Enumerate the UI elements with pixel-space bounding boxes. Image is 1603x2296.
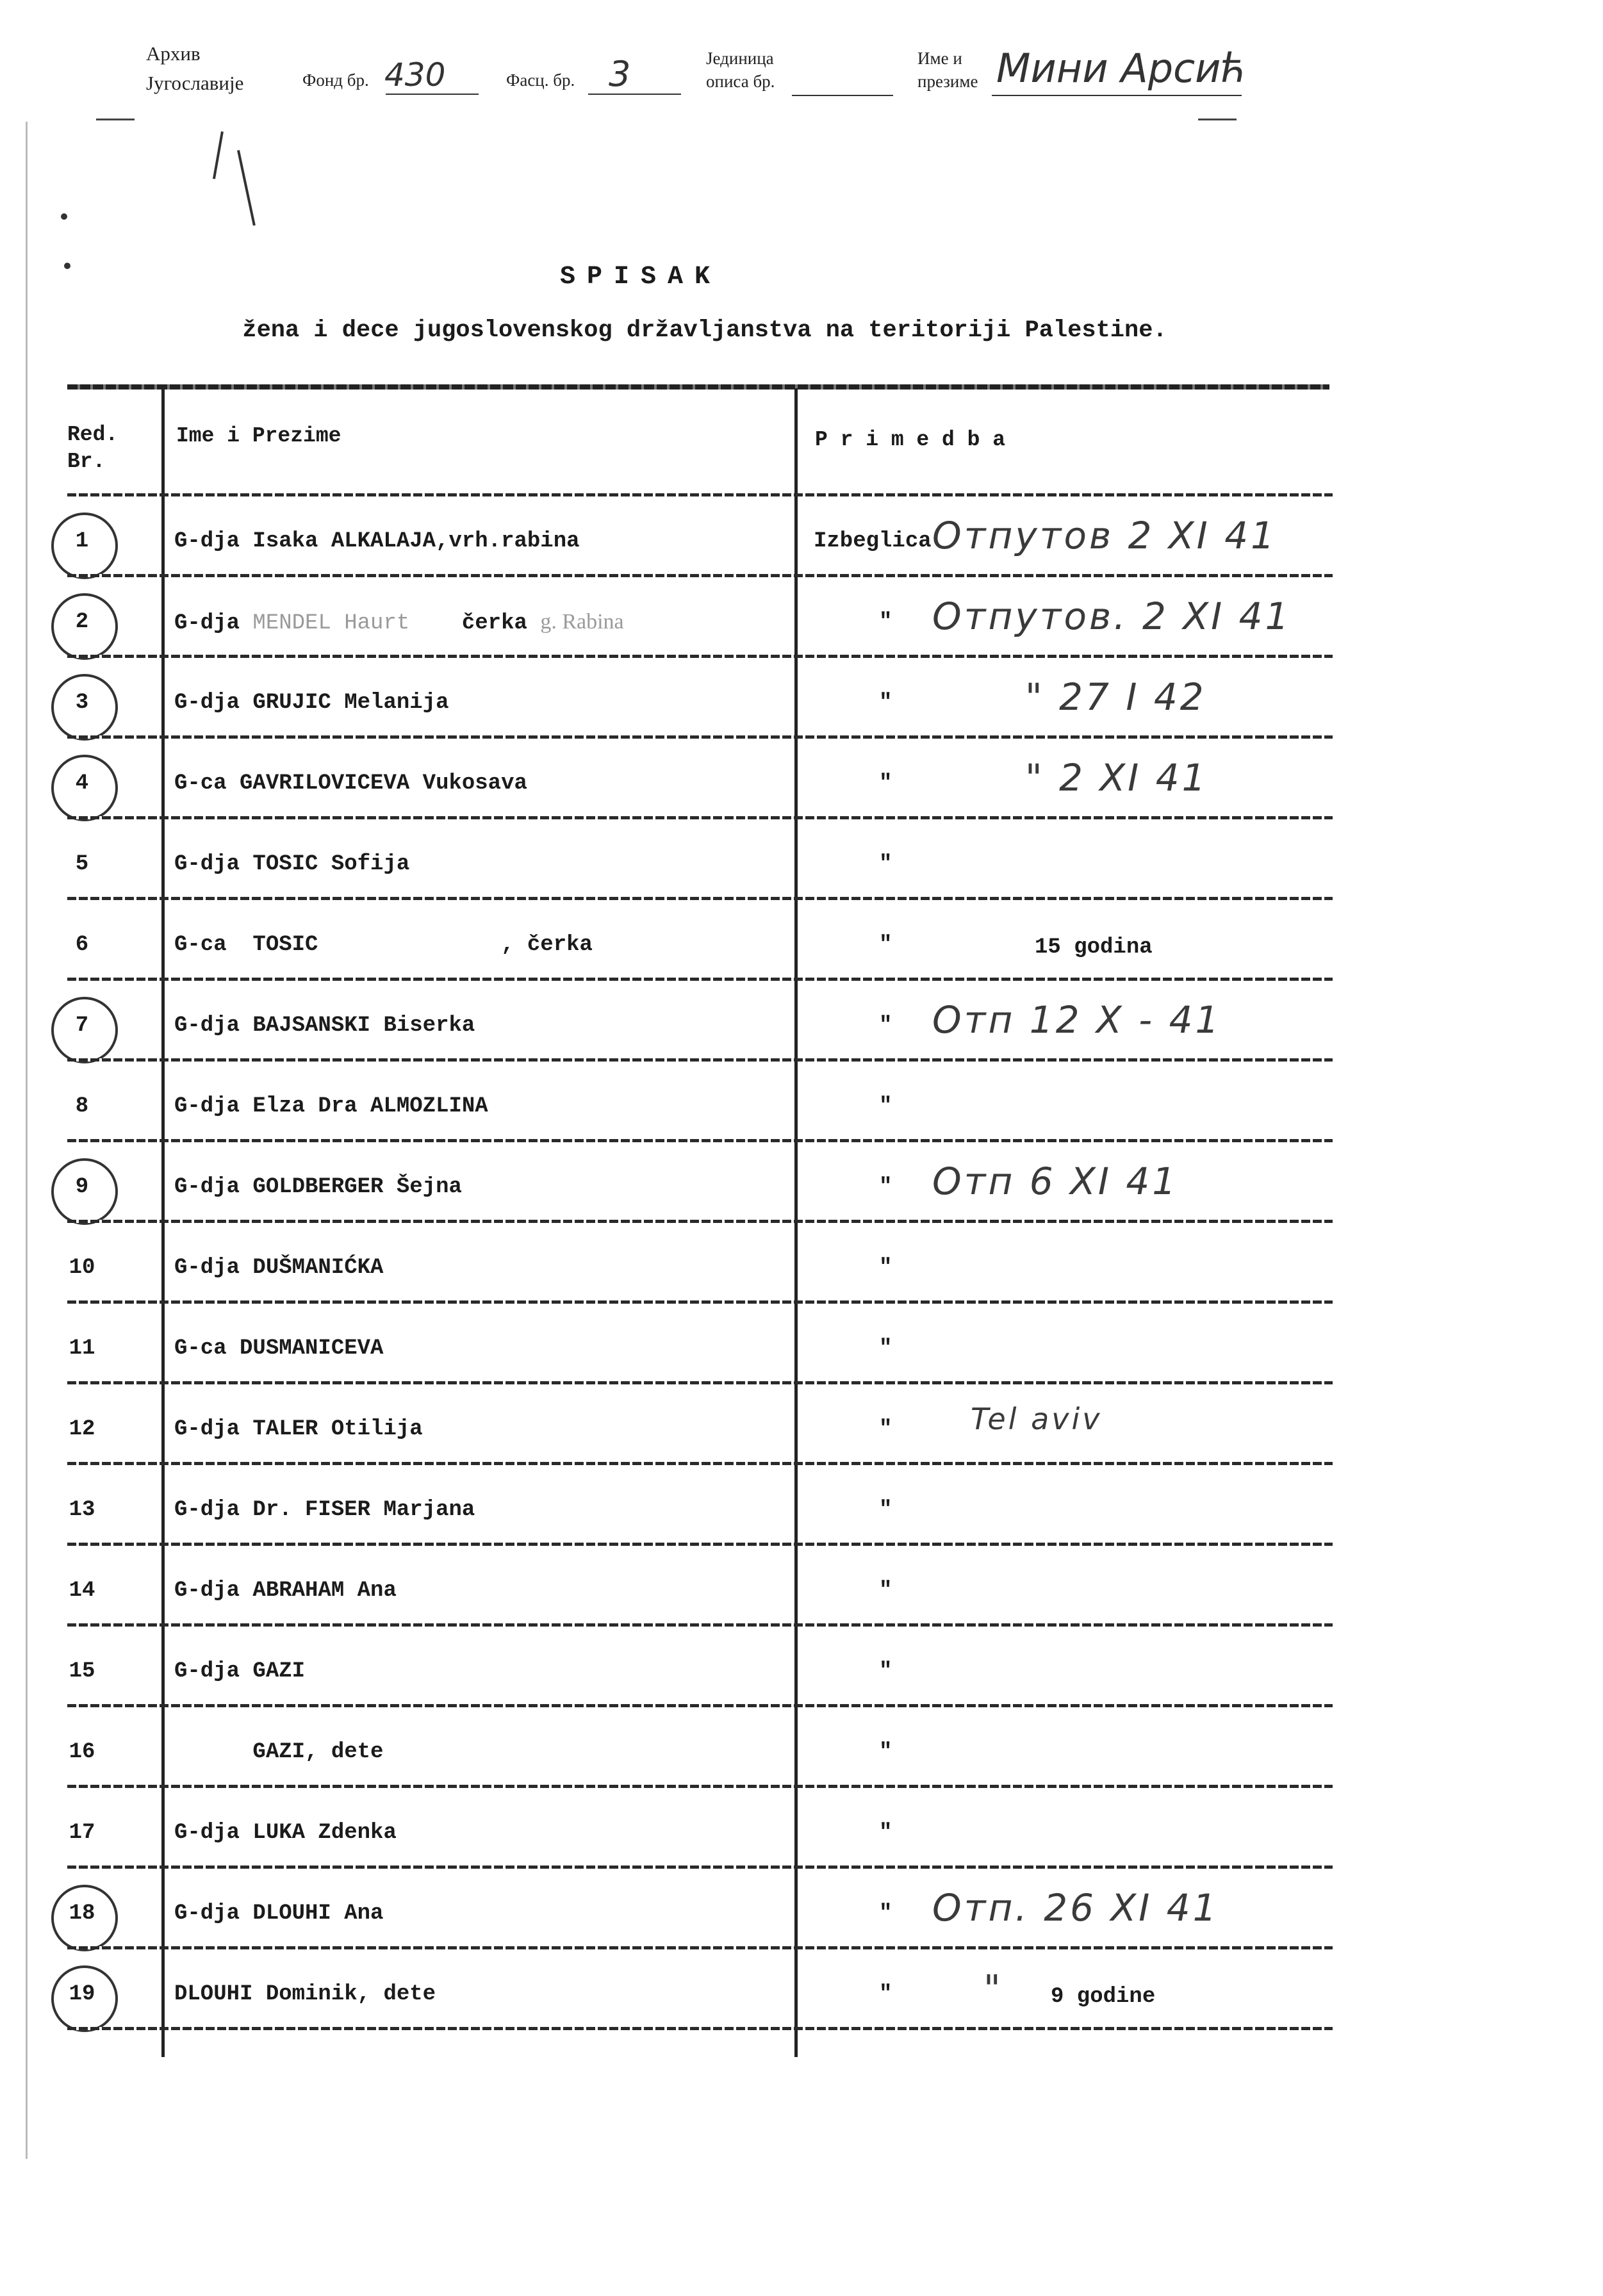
row-bottom-rule — [67, 1704, 1333, 1707]
row-name — [174, 1659, 305, 1684]
row-name — [174, 1256, 383, 1280]
row-note: " — [879, 1175, 892, 1199]
row-number: 9 — [75, 1175, 89, 1199]
name-underline — [992, 95, 1242, 96]
row-note: " — [879, 610, 892, 634]
row-name — [174, 1740, 383, 1764]
name-label-line1: Име и — [917, 49, 962, 68]
row-name — [174, 933, 593, 957]
row-bottom-rule — [67, 1139, 1333, 1142]
fond-label: Фонд бр. — [302, 70, 369, 90]
row-name — [174, 610, 624, 636]
name-signature: Мини Арсић — [996, 45, 1247, 92]
header-num-line1: Red. — [67, 423, 119, 447]
row-bottom-rule — [67, 1381, 1333, 1384]
pen-stroke-mark — [237, 150, 256, 226]
row-note: " — [879, 1659, 892, 1684]
row-bottom-rule — [67, 1462, 1333, 1465]
row-note: " — [879, 1256, 892, 1280]
row-handwritten-note: Отп 6 XI 41 — [932, 1160, 1179, 1203]
punch-dot — [64, 263, 70, 269]
row-note: " — [879, 1740, 892, 1764]
table-top-rule — [67, 384, 1329, 390]
row-bottom-rule — [67, 978, 1333, 981]
row-name-text: G-dja TOSIC Sofija — [174, 852, 410, 876]
row-number: 19 — [69, 1982, 95, 2006]
row-name-text: G-dja DUŠMANIĆKA — [174, 1256, 384, 1280]
row-name — [174, 1336, 383, 1361]
row-name-text: G-dja GOLDBERGER Šejna — [174, 1175, 462, 1199]
row-number: 7 — [75, 1013, 89, 1038]
row-handwritten-note: " 27 I 42 — [1025, 675, 1206, 719]
row-bottom-rule — [67, 2027, 1333, 2030]
row-bottom-rule — [67, 816, 1333, 819]
row-note: Izbeglica — [814, 529, 932, 554]
row-name-text: G-dja GRUJIC Melanija — [174, 691, 449, 715]
header-bottom-rule — [67, 493, 1333, 496]
unit-label-line2: описа бр. — [706, 72, 775, 91]
row-name-text: G-dja GAZI — [174, 1659, 306, 1684]
row-name-suffix: čerka — [409, 611, 541, 636]
row-name — [174, 529, 580, 554]
fasc-underline — [588, 94, 681, 95]
row-number: 2 — [75, 610, 89, 634]
row-bottom-rule — [67, 1866, 1333, 1869]
row-number: 17 — [69, 1821, 95, 1845]
row-handwritten-note: " 2 XI 41 — [1025, 756, 1208, 800]
name-label-line2: презиме — [917, 72, 978, 91]
row-bottom-rule — [67, 1543, 1333, 1546]
archive-stamp — [0, 0, 1603, 122]
row-name-text: G-dja TALER Otilija — [174, 1417, 423, 1441]
row-note: " — [879, 1094, 892, 1119]
document-subtitle: žena i dece jugoslovenskog državljanstva na teritoriji Palestine. — [242, 317, 1167, 344]
row-number: 14 — [69, 1578, 95, 1603]
row-handwritten-note: Отпутов 2 XI 41 — [932, 514, 1277, 557]
row-name — [174, 1498, 475, 1522]
row-note: " — [879, 1982, 892, 2006]
row-name-text: G-dja Isaka ALKALAJA,vrh.rabina — [174, 529, 580, 554]
row-number: 5 — [75, 852, 89, 876]
row-name-text: GAZI, dete — [174, 1740, 384, 1764]
row-name — [174, 1578, 397, 1603]
row-bottom-rule — [67, 1300, 1333, 1304]
row-name-text: G-ca DUSMANICEVA — [174, 1336, 384, 1361]
row-bottom-rule — [67, 655, 1333, 658]
row-number: 11 — [69, 1336, 95, 1361]
row-name-text: G-dja Dr. FISER Marjana — [174, 1498, 475, 1522]
row-name-faded: MENDEL Haurt — [252, 611, 410, 636]
row-name-text: G-dja ABRAHAM Ana — [174, 1578, 397, 1603]
row-bottom-rule — [67, 1623, 1333, 1627]
row-number: 13 — [69, 1498, 95, 1522]
row-name — [174, 852, 409, 876]
row-number: 3 — [75, 691, 89, 715]
row-note: " — [879, 1498, 892, 1522]
stamp-tick-right — [1198, 119, 1237, 120]
pen-stroke-mark — [213, 131, 224, 179]
row-name — [174, 1901, 383, 1926]
row-note: " — [879, 691, 892, 715]
row-note: " — [879, 771, 892, 796]
row-number: 16 — [69, 1740, 95, 1764]
row-number: 15 — [69, 1659, 95, 1684]
unit-underline — [792, 95, 893, 96]
row-number: 8 — [75, 1094, 89, 1119]
fond-underline — [386, 94, 479, 95]
row-name-text: G-ca GAVRILOVICEVA Vukosava — [174, 771, 527, 796]
row-number: 6 — [75, 933, 89, 957]
row-handwritten-note: Отп 12 X - 41 — [932, 998, 1222, 1042]
row-note: " — [879, 1901, 892, 1926]
row-note: " — [879, 1821, 892, 1845]
fasc-label: Фасц. бр. — [506, 70, 575, 90]
row-note-extra: 9 godine — [1051, 1985, 1156, 2009]
row-bottom-rule — [67, 574, 1333, 577]
row-handwritten-note: Tel aviv — [971, 1402, 1103, 1436]
row-note: " — [879, 1417, 892, 1441]
document-title: SPISAK — [559, 263, 722, 291]
row-name — [174, 771, 527, 796]
row-name — [174, 1175, 462, 1199]
row-name-text: G-dja — [174, 611, 253, 636]
row-number: 10 — [69, 1256, 95, 1280]
row-bottom-rule — [67, 1058, 1333, 1062]
fond-value: 430 — [384, 56, 446, 94]
header-note: P r i m e d b a — [815, 428, 1006, 452]
row-handwritten-note: Отп. 26 XI 41 — [932, 1886, 1219, 1930]
row-name — [174, 1982, 436, 2006]
header-num-line2: Br. — [67, 450, 106, 473]
stamp-tick-left — [96, 119, 135, 120]
row-note: " — [879, 1013, 892, 1038]
row-name — [174, 1094, 488, 1119]
row-bottom-rule — [67, 735, 1333, 739]
row-name — [174, 1013, 475, 1038]
row-note: " — [879, 933, 892, 957]
row-number: 12 — [69, 1417, 95, 1441]
row-name-text: G-dja BAJSANSKI Biserka — [174, 1013, 475, 1038]
row-name — [174, 1417, 423, 1441]
row-note-extra: 15 godina — [1035, 935, 1153, 960]
archive-name-line1: Архив — [146, 42, 201, 65]
row-name-text: DLOUHI Dominik, dete — [174, 1982, 436, 2006]
row-handwritten-note: Отпутов. 2 XI 41 — [932, 594, 1292, 638]
row-note: " — [879, 1578, 892, 1603]
copy-frame-edge — [26, 122, 28, 2159]
row-bottom-rule — [67, 1946, 1333, 1949]
row-bottom-rule — [67, 1220, 1333, 1223]
row-name-text: G-ca TOSIC , čerka — [174, 933, 593, 957]
row-note: " — [879, 1336, 892, 1361]
row-name — [174, 1821, 397, 1845]
row-number: 18 — [69, 1901, 95, 1926]
row-handwritten-note: " — [983, 1967, 1003, 2010]
row-name-text: G-dja DLOUHI Ana — [174, 1901, 384, 1926]
header-name: Ime i Prezime — [176, 424, 341, 448]
row-note: " — [879, 852, 892, 876]
fasc-value: 3 — [609, 54, 631, 94]
punch-dot — [61, 213, 67, 220]
row-number: 4 — [75, 771, 89, 796]
row-name-text: G-dja Elza Dra ALMOZLINA — [174, 1094, 488, 1119]
row-number: 1 — [75, 529, 89, 554]
unit-label-line1: Јединица — [706, 49, 774, 68]
row-bottom-rule — [67, 1785, 1333, 1788]
archive-name-line2: Југославије — [146, 72, 244, 94]
row-bottom-rule — [67, 897, 1333, 900]
row-name-text: G-dja LUKA Zdenka — [174, 1821, 397, 1845]
row-name-tail: g. Rabina — [540, 610, 624, 634]
row-name — [174, 691, 448, 715]
